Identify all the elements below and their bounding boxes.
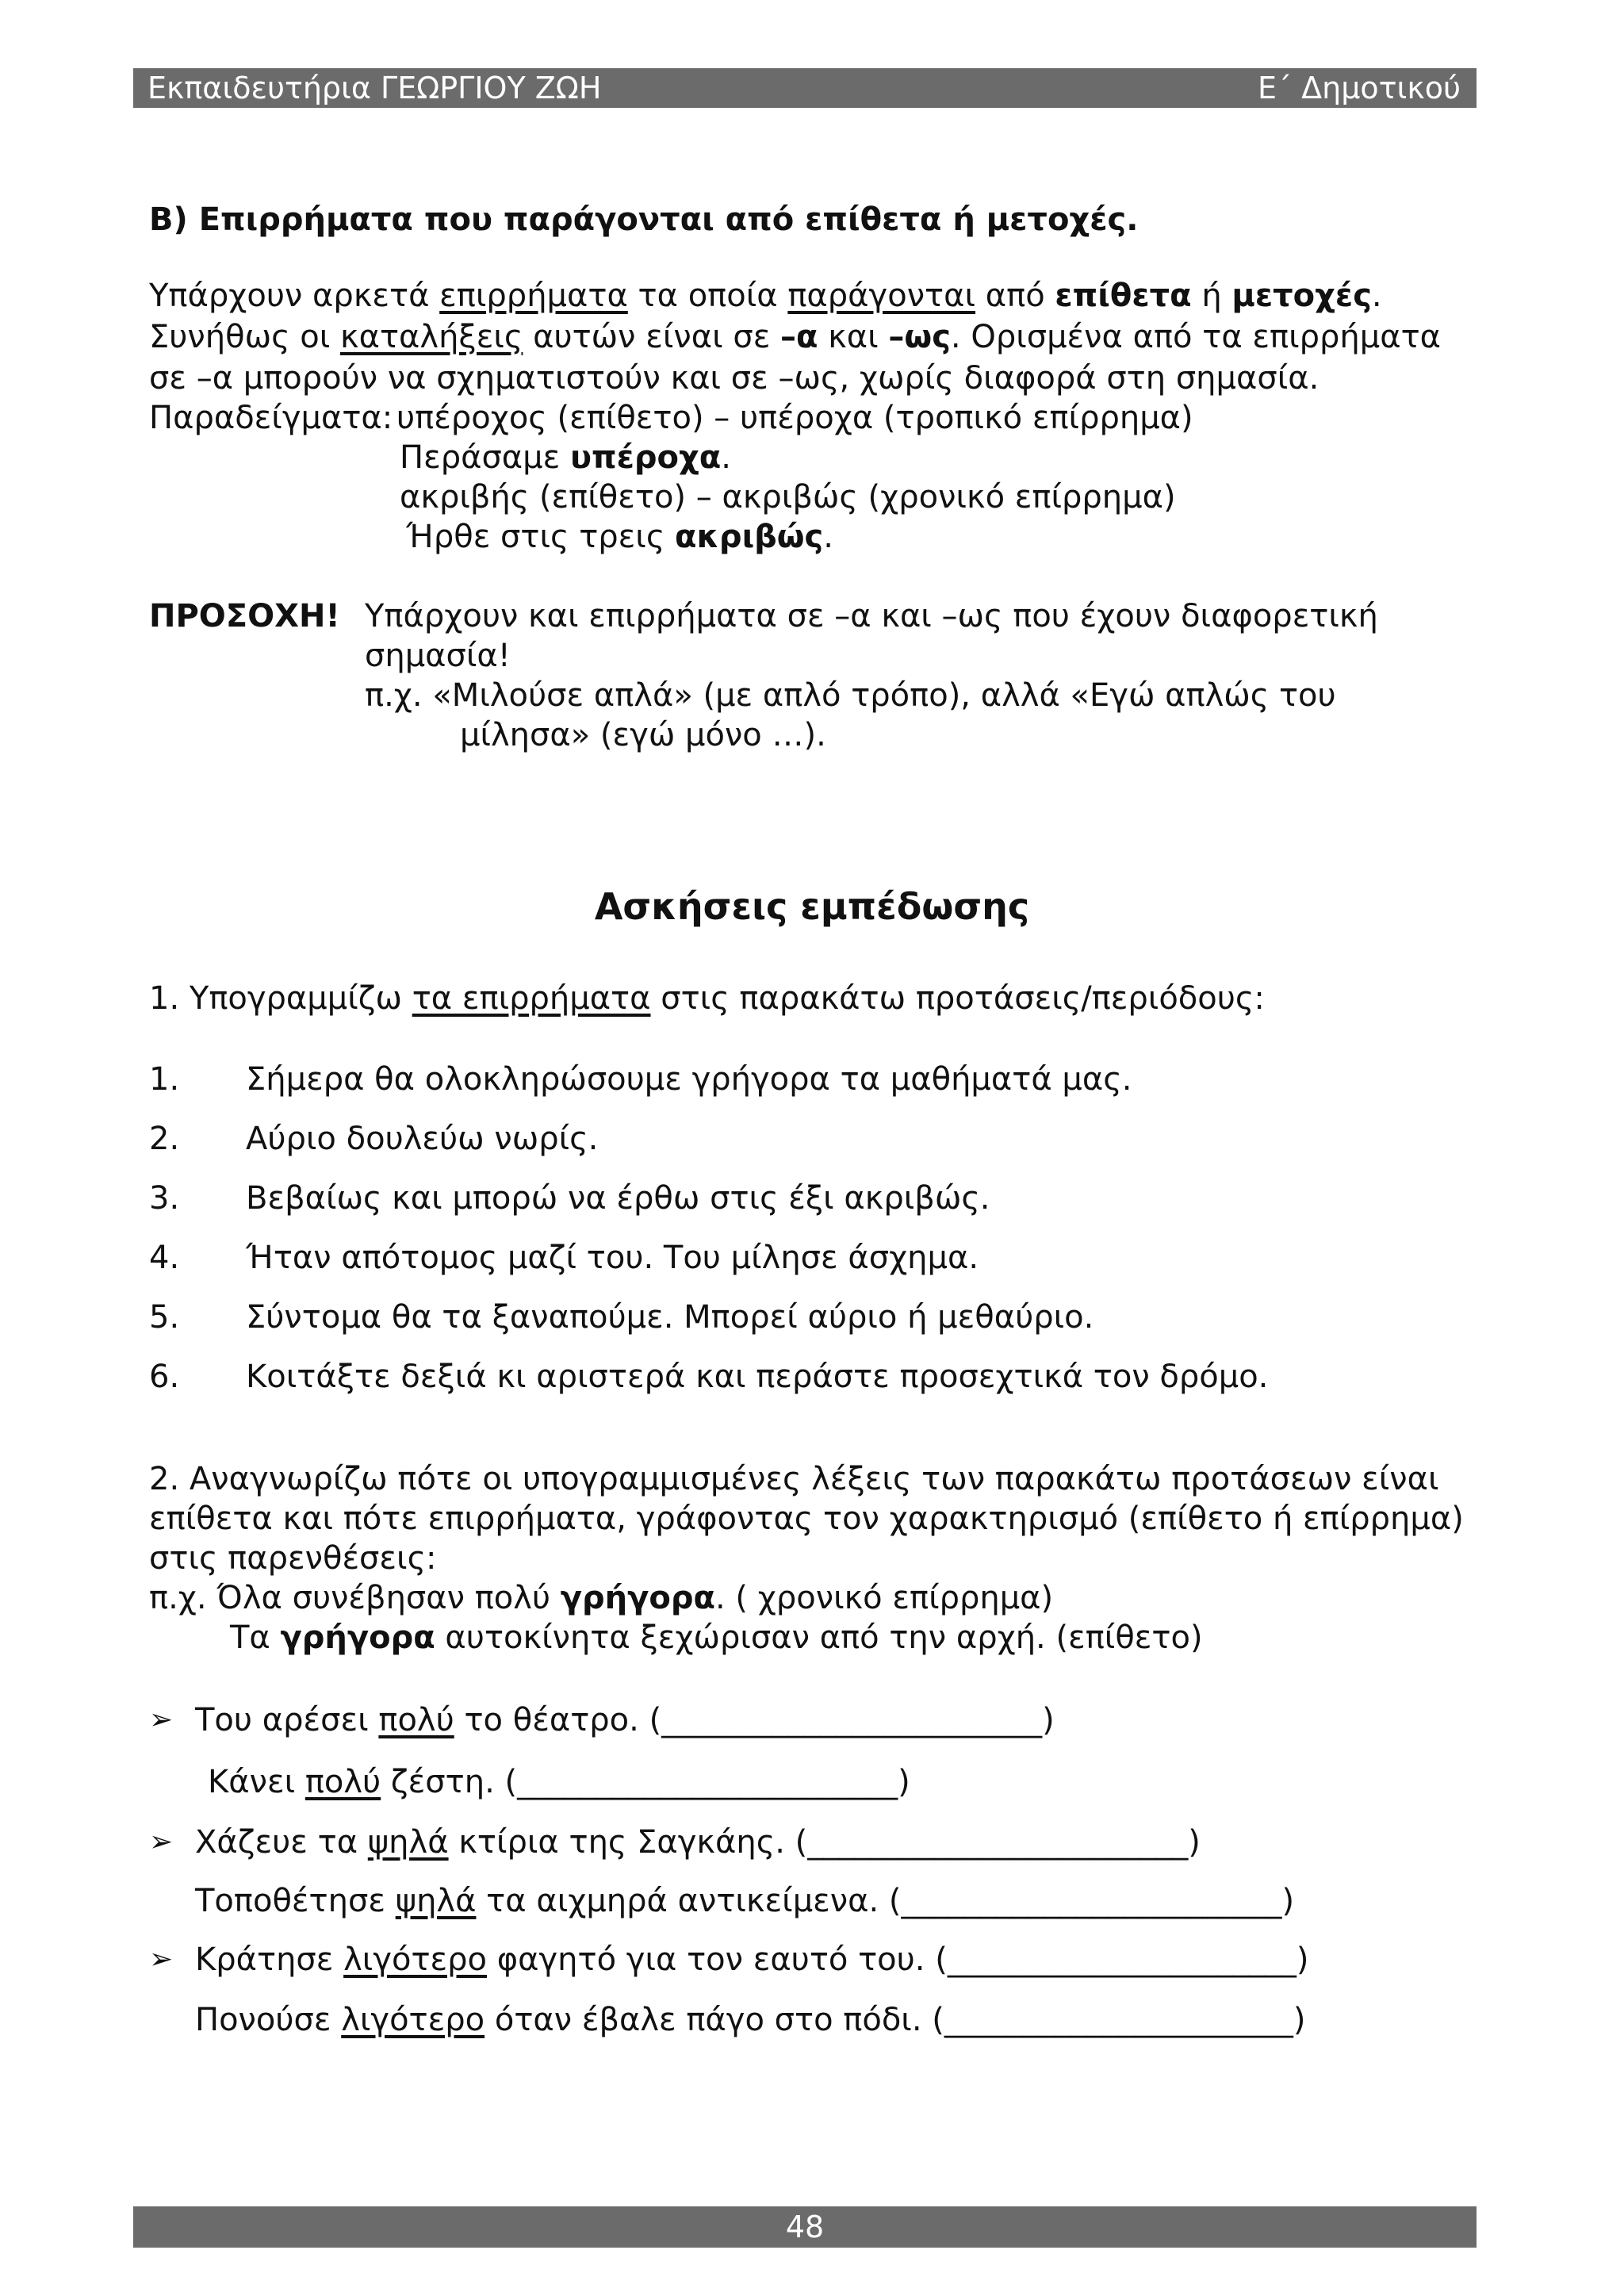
exercise-2-item: Πονούσε λιγότερο όταν έβαλε πάγο στο πόδι. (______________________): [195, 2002, 1306, 2038]
exercise-1-item-number: 5.: [149, 1299, 180, 1336]
underlined-word: λιγότερο: [341, 2002, 485, 2038]
paragraph-line-3: σε –α μπορούν να σχηματιστούν και σε –ως, χωρίς διαφορά στη σημασία.: [149, 360, 1320, 397]
exercise-2-line-1: 2. Αναγνωρίζω πότε οι υπογραμμισμένες λέξεις των παρακάτω προτάσεων είναι: [149, 1461, 1439, 1497]
attention-line-2: σημασία!: [365, 638, 511, 674]
exercise-1-item-text: Σύντομα θα τα ξαναπούμε. Μπορεί αύριο ή μεθαύριο.: [246, 1299, 1094, 1336]
example-4: Ήρθε στις τρεις ακριβώς.: [406, 519, 833, 555]
underlined-word: πολύ: [304, 1764, 381, 1800]
bullet-arrow-icon: ➢: [149, 1704, 174, 1736]
exercise-1-item-text: Αύριο δουλεύω νωρίς.: [246, 1121, 599, 1157]
attention-label: ΠΡΟΣΟΧΗ!: [149, 598, 340, 634]
exercise-1-intro: 1. Υπογραμμίζω τα επιρρήματα στις παρακάτω προτάσεις/περιόδους:: [149, 980, 1265, 1017]
exercise-1-item-text: Κοιτάξτε δεξιά κι αριστερά και περάστε προσεχτικά τον δρόμο.: [246, 1359, 1269, 1395]
exercise-2-example-1: π.χ. Όλα συνέβησαν πολύ γρήγορα. ( χρονικό επίρρημα): [149, 1580, 1054, 1616]
attention-line-4: μίλησα» (εγώ μόνο …).: [460, 717, 826, 753]
exercise-1-item-number: 4.: [149, 1240, 180, 1276]
exercise-2-line-3: στις παρενθέσεις:: [149, 1540, 437, 1577]
paragraph-line-1: Υπάρχουν αρκετά επιρρήματα τα οποία παράγονται από επίθετα ή μετοχές.: [149, 278, 1382, 314]
attention-line-3: π.χ. «Μιλούσε απλά» (με απλό τρόπο), αλλά «Εγώ απλώς του: [365, 677, 1336, 714]
exercise-2-line-2: επίθετα και πότε επιρρήματα, γράφοντας τον χαρακτηρισμό (επίθετο ή επίρρημα): [149, 1501, 1464, 1537]
attention-line-1: Υπάρχουν και επιρρήματα σε –α και –ως που έχουν διαφορετική: [365, 598, 1378, 634]
exercise-1-item-text: Βεβαίως και μπορώ να έρθω στις έξι ακριβώς.: [246, 1180, 990, 1217]
examples-label: Παραδείγματα:: [149, 400, 393, 436]
exercise-1-item-number: 2.: [149, 1121, 180, 1157]
example-2: Περάσαμε υπέροχα.: [400, 439, 731, 476]
section-b-heading: Β) Επιρρήματα που παράγονται από επίθετα ή μετοχές.: [149, 201, 1139, 238]
example-1: υπέροχος (επίθετο) – υπέροχα (τροπικό επίρρημα): [396, 400, 1193, 436]
exercise-2-item: Τοποθέτησε ψηλά τα αιχμηρά αντικείμενα. (________________________): [195, 1883, 1295, 1919]
header-school-name: Εκπαιδευτήρια ΓΕΩΡΓΙΟΥ ΖΩΗ: [147, 71, 602, 105]
underlined-word: λιγότερο: [343, 1941, 488, 1978]
bullet-arrow-icon: ➢: [149, 1943, 174, 1976]
exercises-title: Ασκήσεις εμπέδωσης: [594, 885, 1030, 928]
exercise-2-example-2: Τα γρήγορα αυτοκίνητα ξεχώρισαν από την αρχή. (επίθετο): [230, 1619, 1203, 1656]
exercise-2-item: Του αρέσει πολύ το θέατρο. (________________________): [195, 1702, 1055, 1738]
exercise-2-item: Χάζευε τα ψηλά κτίρια της Σαγκάης. (________________________): [195, 1824, 1201, 1861]
page-number: 48: [785, 2210, 825, 2244]
paragraph-line-2: Συνήθως οι καταλήξεις αυτών είναι σε –α και –ως. Ορισμένα από τα επιρρήματα: [149, 319, 1442, 355]
page-footer: [133, 2206, 1477, 2248]
page-header: [133, 68, 1477, 108]
bullet-arrow-icon: ➢: [149, 1826, 174, 1858]
exercise-2-item: Κάνει πολύ ζέστη. (________________________): [208, 1764, 910, 1800]
exercise-1-item-text: Σήμερα θα ολοκληρώσουμε γρήγορα τα μαθήματά μας.: [246, 1061, 1132, 1098]
exercise-1-item-number: 6.: [149, 1359, 180, 1395]
exercise-2-item: Κράτησε λιγότερο φαγητό για τον εαυτό του. (______________________): [195, 1941, 1309, 1978]
underlined-word: ψηλά: [367, 1824, 449, 1861]
underlined-word: πολύ: [378, 1702, 454, 1738]
header-grade: Ε΄ Δημοτικού: [1258, 71, 1461, 105]
exercise-1-item-number: 1.: [149, 1061, 180, 1098]
exercise-1-item-number: 3.: [149, 1180, 180, 1217]
exercise-1-item-text: Ήταν απότομος μαζί του. Του μίλησε άσχημα.: [246, 1240, 979, 1276]
example-3: ακριβής (επίθετο) – ακριβώς (χρονικό επίρρημα): [400, 479, 1176, 516]
underlined-word: ψηλά: [395, 1883, 477, 1919]
